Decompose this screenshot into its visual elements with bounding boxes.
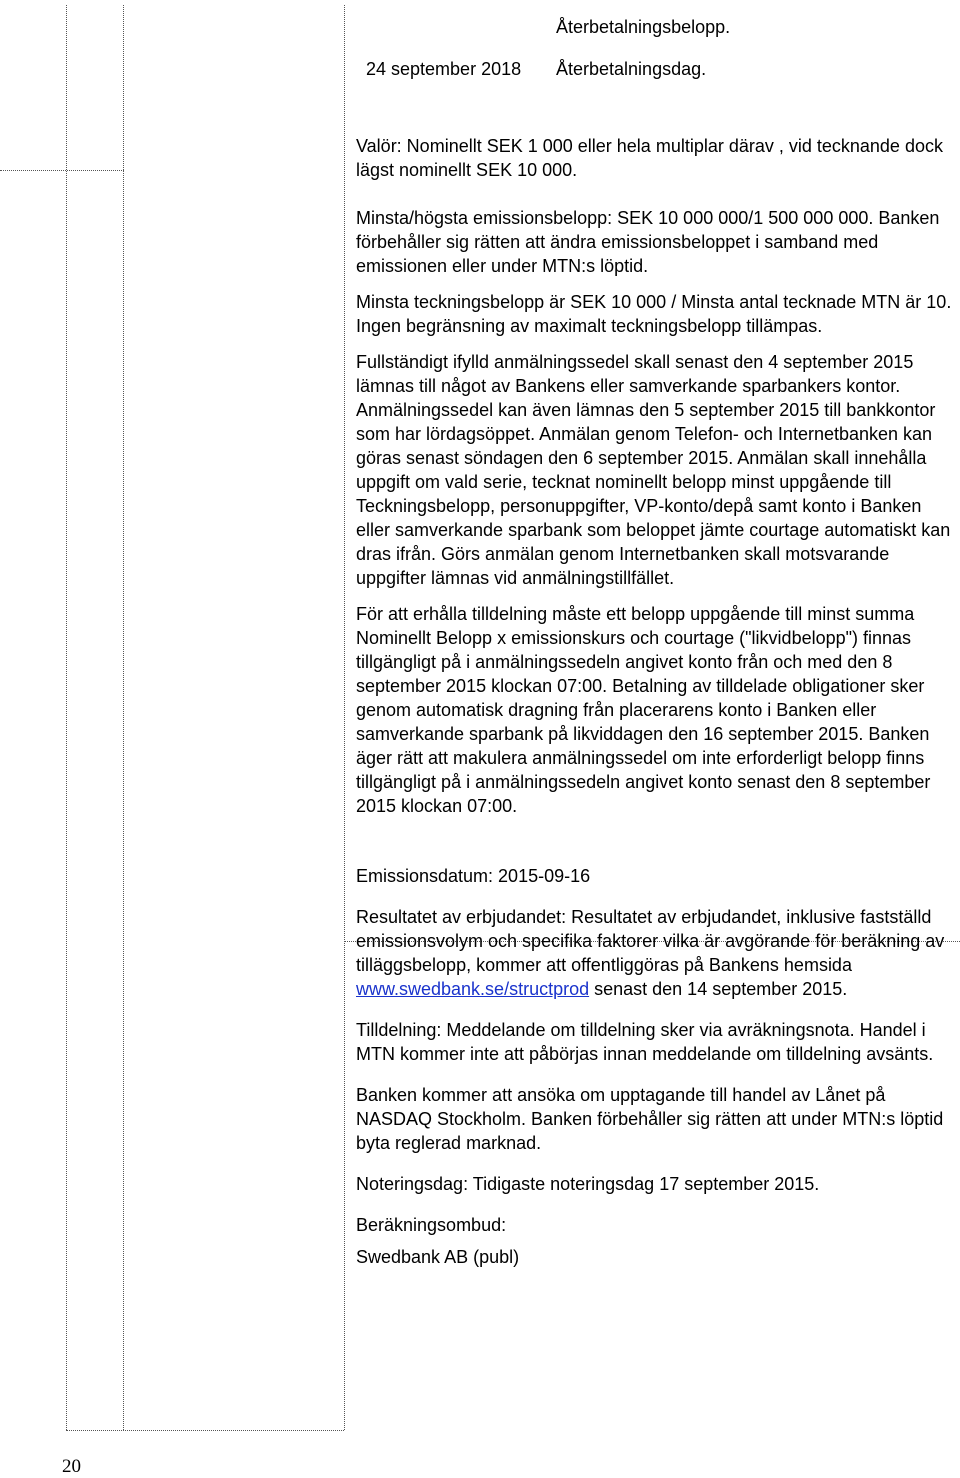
table-border-col1 [123,5,124,1430]
application-paragraph: Fullständigt ifylld anmälningssedel skall senast den 4 september 2015 lämnas till något av Bankens eller samverkande sparbankers kontor. Anmälningssedel kan även lämnas den 5 september 2015 till bankkontor som har lördagsöppet. Anmälan genom Telefon- och Internetbanken kan göras senast söndagen den 6 september 2015. Anmälan skall innehålla uppgift om vald serie, tecknat nominellt belopp minst uppgående till Teckningsbelopp, personuppgifter, VP-konto/depå samt konto i Banken eller samverkande sparbank som beloppet jämte courtage automatiskt kan dras ifrån. Görs anmälan genom Internetbanken skall motsvarande uppgifter lämnas vid anmälningstillfället. [356,352,951,588]
issue-amount-paragraph: Minsta/högsta emissionsbelopp: SEK 10 000 000/1 500 000 000. Banken förbehåller sig rätten att ändra emissionsbeloppet i samband med emissionen eller under MTN:s löptid. [356,208,940,276]
table-border-bottom [66,1430,344,1431]
result-date-text: senast den 14 september 2015. [589,979,848,999]
minimum-subscription-paragraph: Minsta teckningsbelopp är SEK 10 000 / Minsta antal tecknade MTN är 10. Ingen begränsning av maximalt teckningsbelopp tillämpas. [356,292,952,336]
terms-content [356,134,952,1269]
issue-date-paragraph: Emissionsdatum: 2015-09-16 [356,866,591,886]
repayment-day-label: Återbetalningsdag. [556,59,707,79]
allotment-paragraph: Tilldelning: Meddelande om tilldelning sker via avräkningsnota. Handel i MTN kommer inte att påbörjas innan meddelande om tilldelning avsänts. [356,1020,934,1064]
page-number: 20 [62,1456,81,1477]
table-border-col2 [344,5,345,1430]
swedbank-structprod-link[interactable]: www.swedbank.se/structprod [356,979,590,999]
repayment-amount-label: Återbetalningsbelopp. [556,17,731,37]
denomination-paragraph: Valör: Nominellt SEK 1 000 eller hela multiplar därav , vid tecknande dock lägst nominellt SEK 10 000. [356,136,943,180]
repayment-date: 24 september 2018 [366,59,522,79]
calculation-agent-label: Beräkningsombud: [356,1215,507,1235]
listing-paragraph: Banken kommer att ansöka om upptagande till handel av Lånet på NASDAQ Stockholm. Banken förbehåller sig rätten att under MTN:s löptid byta reglerad marknad. [356,1085,944,1153]
listing-date-paragraph: Noteringsdag: Tidigaste noteringsdag 17 september 2015. [356,1174,820,1194]
table-border-left [66,5,67,1430]
table-row-divider [0,170,124,171]
result-paragraph [356,905,952,1001]
allocation-payment-paragraph: För att erhålla tilldelning måste ett belopp uppgående till minst summa Nominellt Belopp x emissionskurs och courtage ("likvidbelopp") finnas tillgängligt på i anmälningssedeln angivet konto från och med den 8 september 2015 klockan 07:00. Betalning av tilldelade obligationer sker genom automatisk dragning från placerarens konto i Banken eller samverkande sparbank på likviddagen den 16 september 2015. Banken äger rätt att makulera anmälningssedel om inte erforderligt belopp finns tillgängligt på i anmälningssedeln angivet konto senast den 8 september 2015 klockan 07:00. [356,604,931,816]
result-text: Resultatet av erbjudandet: Resultatet av erbjudandet, inklusive fastställd emissionsvolym och specifika faktorer vilka är avgörande för beräkning av tilläggsbelopp, kommer att offentliggöras på Bankens hemsida [356,907,945,975]
calculation-agent-value: Swedbank AB (publ) [356,1247,520,1267]
